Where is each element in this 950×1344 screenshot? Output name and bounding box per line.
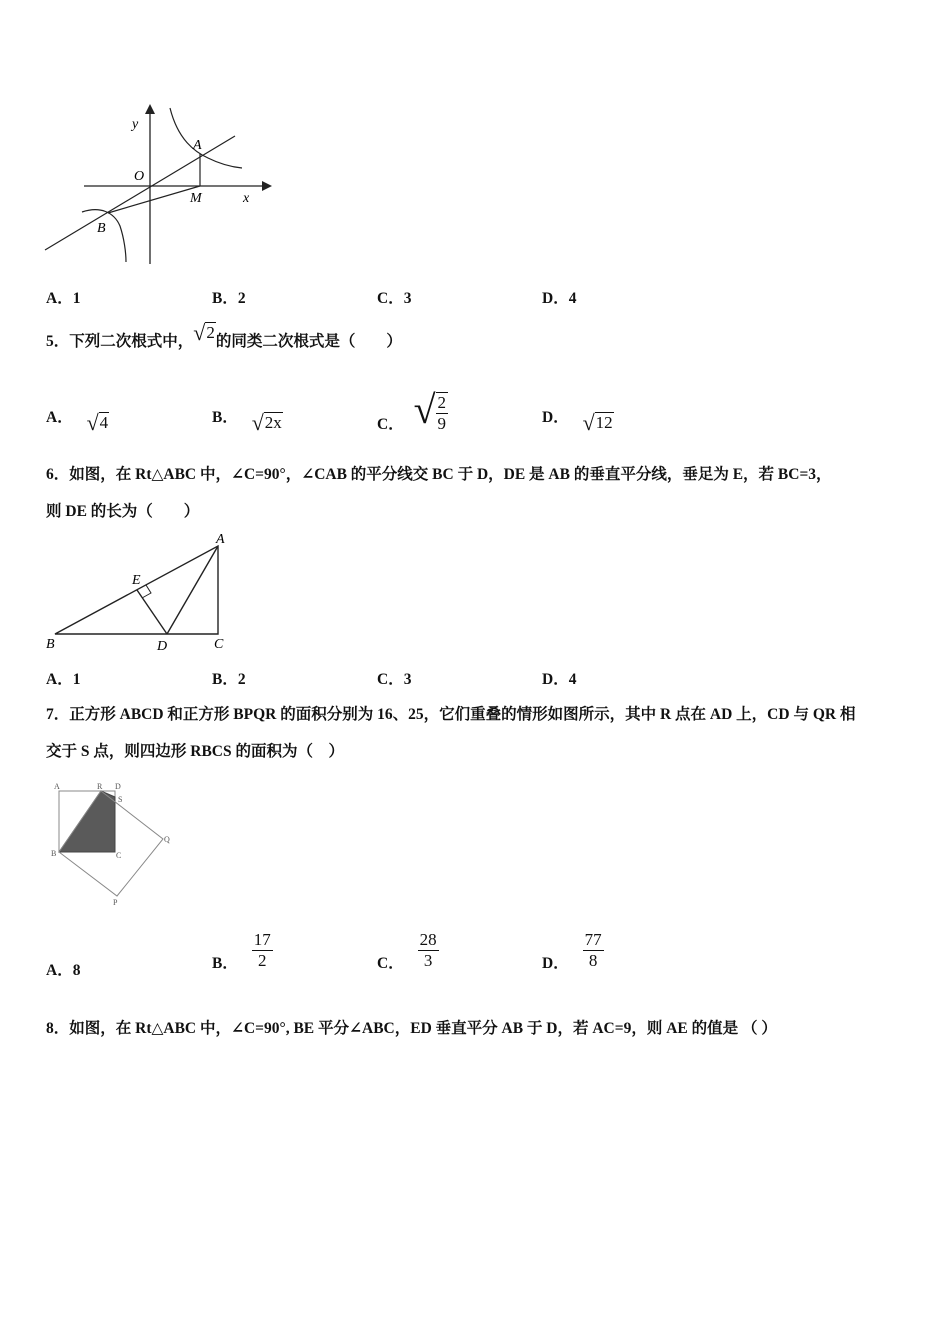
q7-stem-line2: 交于 S 点，则四边形 RBCS 的面积为（ ） xyxy=(46,743,344,760)
q5-option-a-radical: √4 xyxy=(86,410,109,435)
q7-label-R: R xyxy=(97,782,103,791)
q5-option-b-radicand: 2x xyxy=(264,413,282,432)
q6-option-d-value: 4 xyxy=(568,671,577,688)
q5-option-c-fraction xyxy=(436,392,449,434)
q6-stem-line1: 6．如图，在 Rt△ABC 中，∠C=90°，∠CAB 的平分线交 BC 于 D，DE 是 AB 的垂直平分线，垂足为 E，若 BC=3， xyxy=(46,466,832,483)
q6-segment-DE xyxy=(137,590,167,634)
q7-option-d[interactable] xyxy=(542,930,604,971)
q4-line-AB xyxy=(45,136,235,250)
q4-label-y: y xyxy=(132,117,139,132)
q4-option-c[interactable] xyxy=(377,286,411,308)
q6-option-b-value: 2 xyxy=(237,671,246,688)
q7-option-c-letter: C． xyxy=(377,955,404,973)
q4-label-B: B xyxy=(97,221,106,236)
q7-option-b-letter: B． xyxy=(212,955,238,973)
q5-option-d-radical: √12 xyxy=(582,410,613,435)
q7-label-B: B xyxy=(51,849,57,858)
q6-option-d[interactable] xyxy=(542,667,576,689)
q5-option-d-radicand: 12 xyxy=(595,413,613,432)
q7-option-a-value: 8 xyxy=(72,962,81,979)
q5-stem-suffix: 的同类二次根式是（ ） xyxy=(215,333,402,350)
q7-label-P: P xyxy=(113,898,118,907)
q5-option-d-letter: D． xyxy=(542,409,569,426)
q4-option-b-letter: B． xyxy=(212,290,238,307)
q4-option-d[interactable] xyxy=(542,286,576,308)
q7-label-A: A xyxy=(54,782,60,791)
q7-option-c-den: 3 xyxy=(423,951,433,970)
q4-option-a-value: 1 xyxy=(72,290,81,307)
q7-option-b-num: 17 xyxy=(253,930,271,949)
q7-option-a[interactable] xyxy=(46,958,80,980)
q7-label-Q: Q xyxy=(164,835,170,844)
q4-option-b-value: 2 xyxy=(237,290,246,307)
q7-region-RBCS xyxy=(59,791,115,852)
q7-option-b-fraction xyxy=(252,930,273,971)
q7-option-c-num: 28 xyxy=(419,930,437,949)
q6-option-a[interactable] xyxy=(46,667,80,689)
q6-figure xyxy=(40,530,240,655)
q4-option-b[interactable] xyxy=(212,286,246,308)
q5-option-c[interactable] xyxy=(377,380,448,434)
q6-label-D: D xyxy=(157,639,168,654)
q6-option-a-value: 1 xyxy=(72,671,81,688)
q4-option-a[interactable] xyxy=(46,286,80,308)
q5-option-a[interactable] xyxy=(46,402,109,435)
q6-option-b[interactable] xyxy=(212,667,246,689)
q8-stem-line1: 8．如图，在 Rt△ABC 中，∠C=90°, BE 平分∠ABC，ED 垂直平分 AB 于 D，若 AC=9，则 AE 的值是 （ ） xyxy=(46,1020,777,1037)
q7-option-b-den: 2 xyxy=(257,951,267,970)
q5-option-b-letter: B． xyxy=(212,409,238,426)
q5-option-c-radical: √ $\frac{2}{9}$ xyxy=(413,387,447,434)
q5-option-c-num: 2 xyxy=(437,393,447,413)
q6-option-c-letter: C． xyxy=(377,671,404,688)
q7-stem-line1: 7．正方形 ABCD 和正方形 BPQR 的面积分别为 16、25，它们重叠的情形如图所示，其中 R 点在 AD 上，CD 与 QR 相 xyxy=(46,706,856,723)
q4-y-arrow xyxy=(145,104,155,114)
q6-option-d-letter: D． xyxy=(542,671,569,688)
q4-figure xyxy=(40,100,280,270)
q7-option-c-fraction xyxy=(418,930,439,971)
q7-label-D: D xyxy=(115,782,121,791)
q4-segment-BM xyxy=(108,186,200,213)
q7-label-C: C xyxy=(116,851,122,860)
q6-stem-line2: 则 DE 的长为（ ） xyxy=(46,503,200,520)
q7-option-d-num: 77 xyxy=(584,930,602,949)
q5-option-b[interactable] xyxy=(212,402,283,435)
q7-option-a-letter: A． xyxy=(46,962,73,979)
q4-label-O: O xyxy=(134,169,145,184)
q6-option-c[interactable] xyxy=(377,667,411,689)
q5-option-c-letter: C． xyxy=(377,416,404,433)
q4-option-d-value: 4 xyxy=(568,290,577,307)
q7-figure xyxy=(40,778,180,908)
q7-label-S: S xyxy=(118,795,123,804)
q4-label-x: x xyxy=(243,191,250,206)
q7-option-d-den: 8 xyxy=(588,951,598,970)
q6-triangle-ABC xyxy=(55,546,218,634)
q7-option-d-letter: D． xyxy=(542,955,569,973)
q5-option-a-letter: A． xyxy=(46,409,73,426)
q6-option-c-value: 3 xyxy=(403,671,412,688)
q4-x-arrow xyxy=(262,181,272,191)
q5-stem xyxy=(46,320,402,352)
q7-option-d-fraction xyxy=(583,930,604,971)
q6-label-B: B xyxy=(46,637,55,652)
q5-stem-radicand: 2 xyxy=(206,323,215,342)
q4-option-c-value: 3 xyxy=(403,290,412,307)
q5-stem-prefix: 5．下列二次根式中， xyxy=(46,333,194,350)
q5-stem-radical: √2 xyxy=(193,320,215,345)
q4-option-a-letter: A． xyxy=(46,290,73,307)
q4-label-M: M xyxy=(190,191,202,206)
q6-option-b-letter: B． xyxy=(212,671,238,688)
q5-option-b-radical: √2x xyxy=(251,410,282,435)
q6-label-A: A xyxy=(216,532,225,547)
q6-label-E: E xyxy=(132,573,141,588)
q4-option-d-letter: D． xyxy=(542,290,569,307)
q4-label-A: A xyxy=(193,138,202,153)
q5-option-c-den: 9 xyxy=(437,414,447,434)
q6-option-a-letter: A． xyxy=(46,671,73,688)
q7-option-c[interactable] xyxy=(377,930,439,971)
q7-option-b[interactable] xyxy=(212,930,273,971)
q5-option-a-radicand: 4 xyxy=(99,413,109,432)
q4-option-c-letter: C． xyxy=(377,290,404,307)
q5-option-d[interactable] xyxy=(542,402,614,435)
q6-label-C: C xyxy=(214,637,224,652)
